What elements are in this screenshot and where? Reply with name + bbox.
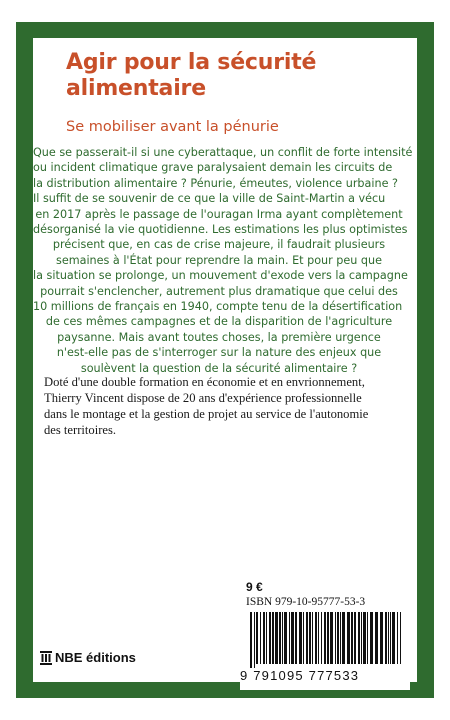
summary-line: semaines à l'État pour reprendre la main. Et pour peu que (55, 253, 383, 267)
summary-line: soulèvent la question de la sécurité alimentaire ? (80, 361, 358, 375)
barcode-bar (256, 612, 258, 664)
barcode-digits: 9 791095 777533 (240, 668, 360, 683)
author-bio (44, 374, 400, 438)
summary-line: Que se passerait-il si une cyberattaque, un conflit de forte intensité (33, 146, 413, 159)
summary-line: la situation se prolonge, un mouvement d'exode vers la campagne (33, 269, 408, 283)
summary-line: ou incident climatique grave paralysaient demain les circuits de (33, 161, 393, 175)
barcode-bar (327, 612, 329, 664)
barcode-bar (279, 612, 281, 664)
barcode-bar (282, 612, 283, 664)
barcode-bar (309, 612, 311, 664)
bio-line: Thierry Vincent dispose de 20 ans d'expérience professionnelle (44, 391, 362, 405)
barcode-bar (295, 612, 297, 664)
barcode-bar (306, 612, 308, 664)
barcode-bar (370, 612, 373, 664)
summary-line: la distribution alimentaire ? Pénurie, émeutes, violence urbaine ? (33, 176, 398, 190)
barcode-icon (244, 612, 406, 668)
barcode-bar (284, 612, 287, 664)
summary-line: en 2017 après le passage de l'ouragan Irma ayant complètement (35, 207, 403, 221)
barcode-bar (254, 612, 255, 668)
barcode-bar (250, 612, 252, 668)
barcode-bar (385, 612, 387, 664)
barcode-bar (266, 612, 267, 664)
barcode-bar (337, 612, 339, 664)
barcode-bar (367, 612, 368, 664)
barcode-bar (390, 612, 391, 664)
barcode-bar (358, 612, 360, 664)
barcode-bar (289, 612, 290, 664)
book-title (66, 50, 396, 102)
barcode-bar (340, 612, 341, 664)
barcode-bar (272, 612, 274, 664)
summary-line: précisent que, en cas de crise majeure, il faudrait plusieurs (52, 238, 386, 252)
summary-line: pourrait s'enclencher, autrement plus dramatique que celui des (40, 284, 398, 298)
back-cover-summary (33, 145, 413, 376)
barcode-bar (342, 612, 345, 664)
barcode-bar (363, 612, 366, 664)
barcode-bar (330, 612, 333, 664)
barcode-bar (260, 612, 261, 664)
barcode-bar (392, 612, 395, 664)
nbe-logo-icon (40, 651, 52, 665)
book-title-line-1: Agir pour la sécurité (66, 50, 317, 75)
barcode-bar (318, 612, 319, 664)
summary-line: n'est-elle pas de s'interroger sur la nature des enjeux que (56, 346, 382, 360)
barcode-bar (400, 612, 401, 664)
summary-line: de ces mêmes campagnes et de la disparition de l'agriculture (45, 315, 393, 329)
barcode-bar (335, 612, 336, 664)
book-title-line-2: alimentaire (66, 76, 206, 101)
bio-line: des territoires. (44, 423, 117, 437)
barcode-bar (361, 612, 362, 664)
barcode-bar (347, 612, 350, 664)
bio-line: dans le montage et la gestion de projet au service de l'autonomie (44, 407, 369, 421)
barcode-bar (303, 612, 304, 664)
summary-line: désorganisé la vie quotidienne. Les estimations les plus optimistes (33, 223, 408, 237)
barcode-bar (388, 612, 389, 664)
publisher-name: NBE éditions (55, 650, 136, 665)
barcode-bar (263, 612, 265, 664)
barcode-panel (240, 578, 410, 690)
summary-line: Il suffit de se souvenir de ce que la ville de Saint-Martin a vécu (33, 192, 386, 206)
barcode-bar (380, 612, 383, 664)
barcode-bar (375, 612, 378, 664)
price-label: 9 € (246, 580, 263, 594)
summary-line: 10 millions de français en 1940, compte tenu de la désertification (33, 300, 403, 314)
barcode-bar (324, 612, 326, 664)
summary-line: paysanne. Mais avant toutes choses, la première urgence (57, 330, 381, 344)
barcode-bar (291, 612, 294, 664)
publisher-logo (40, 650, 136, 665)
book-subtitle: Se mobiliser avant la pénurie (66, 119, 279, 135)
barcode-bar (321, 612, 322, 664)
bio-line: Doté d'une double formation en économie et en envrionnement, (44, 375, 365, 389)
isbn-label: ISBN 979-10-95777-53-3 (246, 596, 366, 608)
barcode-bar (312, 612, 313, 664)
barcode-bar (397, 612, 398, 664)
barcode-bar (269, 612, 271, 664)
barcode-bar (354, 612, 356, 664)
barcode-bar (275, 612, 278, 664)
barcode-bar (299, 612, 302, 664)
barcode-bar (351, 612, 353, 664)
barcode-bar (315, 612, 317, 664)
